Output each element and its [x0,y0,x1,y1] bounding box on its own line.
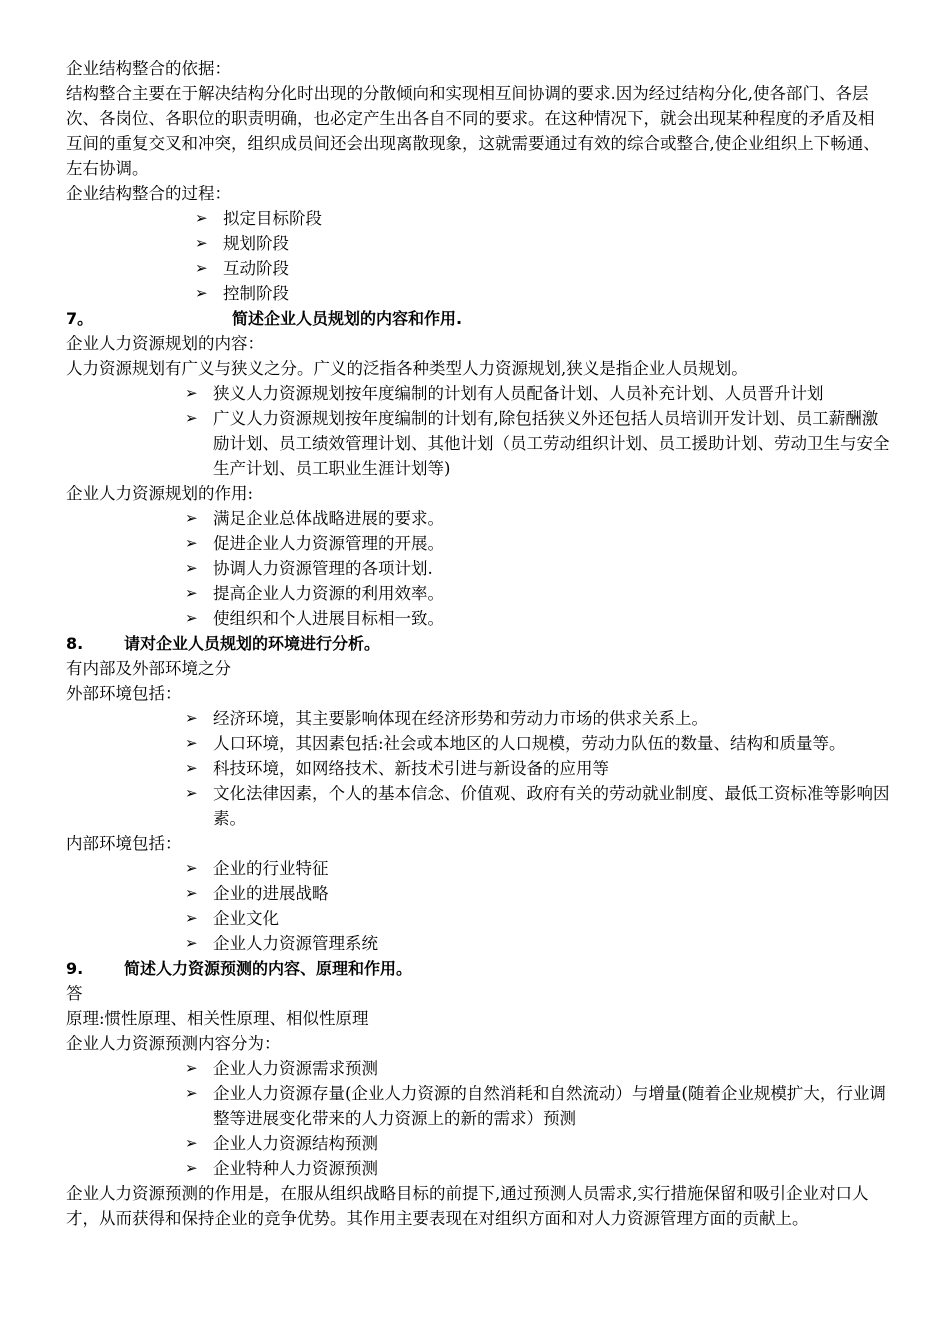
section-title: 请对企业人员规划的环境进行分析。 [124,634,381,653]
arrow-bullet-icon: ➢ [185,559,198,577]
forecast-content-title: 企业人力资源预测内容分为： [66,1034,281,1053]
section-number: 8. [66,634,84,653]
arrow-bullet-icon: ➢ [185,884,198,902]
arrow-bullet-icon: ➢ [195,209,208,227]
list-item: ➢ 企业人力资源存量(企业人力资源的自然消耗和自然流动）与增量(随着企业规模扩大，行业调整等进展变化带来的人力资源上的新的需求）预测 [66,1081,890,1131]
list-item: ➢ 互动阶段 [66,256,890,281]
arrow-bullet-icon: ➢ [185,584,198,602]
list-item: ➢ 使组织和个人进展目标相一致。 [66,606,890,631]
hr-plan-content-text: 人力资源规划有广义与狭义之分。广义的泛指各种类型人力资源规划,狭义是指企业人员规划。 [66,359,748,378]
list-item: ➢ 广义人力资源规划按年度编制的计划有,除包括狭义外还包括人员培训开发计划、员工薪酬激励计划、员工绩效管理计划、其他计划（员工劳动组织计划、员工援助计划、劳动卫生与安全生产计划、员工职业生涯计划等) [66,406,890,481]
section-7-heading [66,306,890,331]
section-number: 9. [66,959,84,978]
list-item: ➢ 拟定目标阶段 [66,206,890,231]
forecast-content-list [66,1056,890,1181]
arrow-bullet-icon: ➢ [185,1059,198,1077]
answer-label: 答 [66,984,83,1003]
section-number: 7。 [66,309,94,328]
list-item: ➢ 促进企业人力资源管理的开展。 [66,531,890,556]
list-item: ➢ 企业特种人力资源预测 [66,1156,890,1181]
list-item: ➢ 企业的进展战略 [66,881,890,906]
structure-process-list [66,206,890,306]
list-item: ➢ 企业人力资源管理系统 [66,931,890,956]
document-body [66,56,890,1231]
structure-basis-text: 结构整合主要在于解决结构分化时出现的分散倾向和实现相互间协调的要求.因为经过结构分化,使各部门、各层次、各岗位、各职位的职责明确，也必定产生出各自不同的要求。在这种情况下，就会出现某种程度的矛盾及相互间的重复交叉和冲突，组织成员间还会出现离散现象，这就需要通过有效的综合或整合,使企业组织上下畅通、左右协调。 [66,84,880,178]
list-item: ➢ 企业人力资源结构预测 [66,1131,890,1156]
list-item: ➢ 企业人力资源需求预测 [66,1056,890,1081]
environment-intro: 有内部及外部环境之分 [66,659,231,678]
arrow-bullet-icon: ➢ [195,234,208,252]
hr-plan-role-list [66,506,890,631]
hr-plan-content-list [66,381,890,481]
arrow-bullet-icon: ➢ [185,1159,198,1177]
list-item: ➢ 提高企业人力资源的利用效率。 [66,581,890,606]
arrow-bullet-icon: ➢ [185,609,198,627]
arrow-bullet-icon: ➢ [185,409,198,427]
arrow-bullet-icon: ➢ [185,909,198,927]
section-9-heading [66,956,890,981]
list-item: ➢ 满足企业总体战略进展的要求。 [66,506,890,531]
arrow-bullet-icon: ➢ [185,534,198,552]
list-item: ➢ 企业文化 [66,906,890,931]
internal-environment-title: 内部环境包括： [66,834,182,853]
internal-environment-list [66,856,890,956]
arrow-bullet-icon: ➢ [185,1084,198,1102]
list-item: ➢ 狭义人力资源规划按年度编制的计划有人员配备计划、人员补充计划、人员晋升计划 [66,381,890,406]
hr-plan-content-title: 企业人力资源规划的内容： [66,334,264,353]
arrow-bullet-icon: ➢ [185,509,198,527]
arrow-bullet-icon: ➢ [185,934,198,952]
arrow-bullet-icon: ➢ [185,759,198,777]
structure-basis-title: 企业结构整合的依据： [66,59,231,78]
list-item: ➢ 企业的行业特征 [66,856,890,881]
list-item: ➢ 控制阶段 [66,281,890,306]
section-title: 简述人力资源预测的内容、原理和作用。 [124,959,413,978]
external-environment-list [66,706,890,831]
list-item: ➢ 科技环境，如网络技术、新技术引进与新设备的应用等 [66,756,890,781]
hr-plan-role-title: 企业人力资源规划的作用: [66,484,254,503]
list-item: ➢ 经济环境，其主要影响体现在经济形势和劳动力市场的供求关系上。 [66,706,890,731]
forecast-principle: 原理:惯性原理、相关性原理、相似性原理 [66,1009,369,1028]
list-item: ➢ 文化法律因素，个人的基本信念、价值观、政府有关的劳动就业制度、最低工资标准等影响因素。 [66,781,890,831]
list-item: ➢ 规划阶段 [66,231,890,256]
arrow-bullet-icon: ➢ [185,784,198,802]
list-item: ➢ 人口环境，其因素包括:社会或本地区的人口规模，劳动力队伍的数量、结构和质量等。 [66,731,890,756]
arrow-bullet-icon: ➢ [185,709,198,727]
arrow-bullet-icon: ➢ [195,259,208,277]
section-title: 简述企业人员规划的内容和作用. [232,309,463,328]
arrow-bullet-icon: ➢ [185,734,198,752]
structure-process-title: 企业结构整合的过程： [66,184,231,203]
arrow-bullet-icon: ➢ [195,284,208,302]
arrow-bullet-icon: ➢ [185,859,198,877]
external-environment-title: 外部环境包括： [66,684,182,703]
arrow-bullet-icon: ➢ [185,384,198,402]
list-item: ➢ 协调人力资源管理的各项计划. [66,556,890,581]
forecast-role-text: 企业人力资源预测的作用是，在服从组织战略目标的前提下,通过预测人员需求,实行措施保留和吸引企业对口人才，从而获得和保持企业的竞争优势。其作用主要表现在对组织方面和对人力资源管理方面的贡献上。 [66,1184,869,1228]
section-8-heading [66,631,890,656]
arrow-bullet-icon: ➢ [185,1134,198,1152]
